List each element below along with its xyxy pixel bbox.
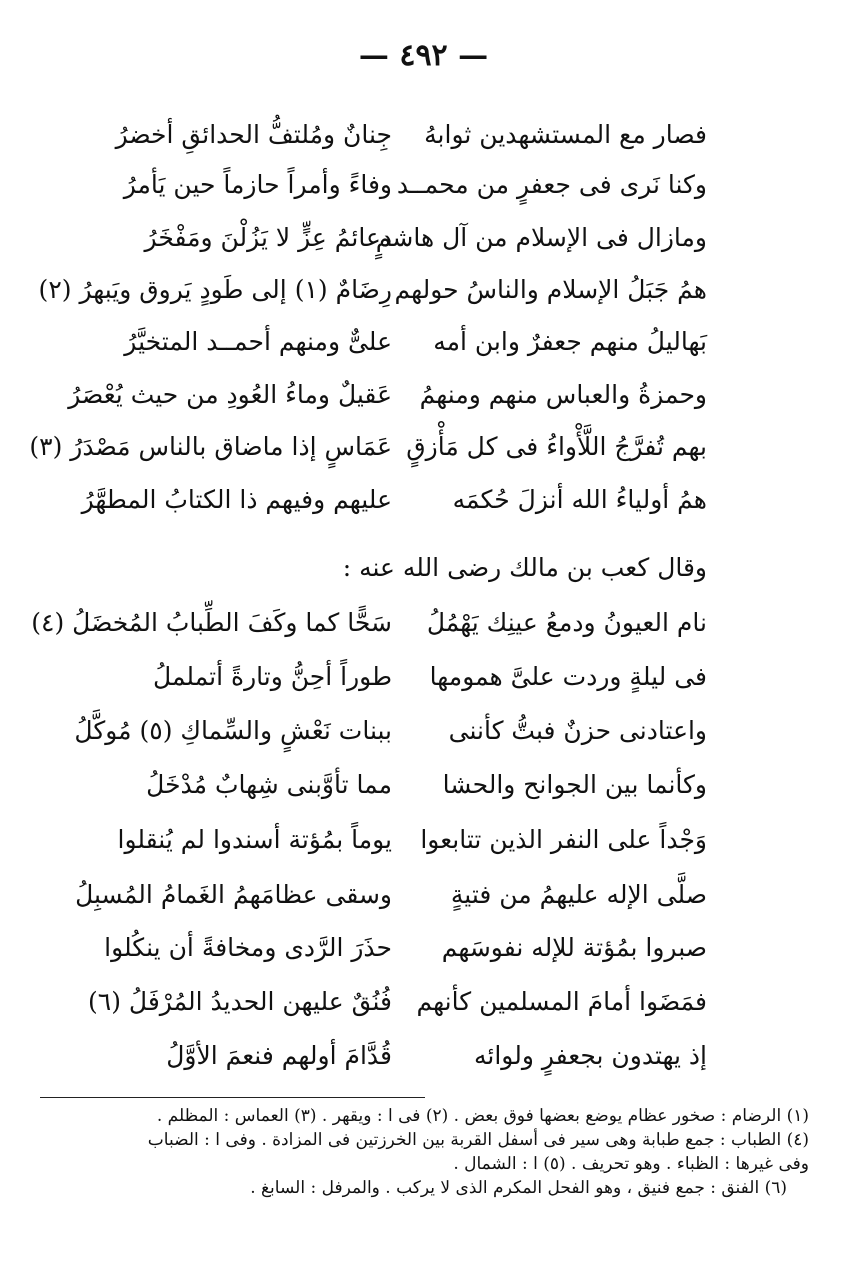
first-hemistich: صلَّى الإله عليهمُ من فتيةٍ bbox=[450, 880, 707, 909]
first-hemistich: بَهاليلُ منهم جعفرٌ وابن أمه bbox=[433, 327, 707, 356]
second-hemistich: عَقيلٌ وماءُ العُودِ من حيث يُعْصَرُ bbox=[68, 380, 392, 409]
second-hemistich: وسقى عظامَهمُ الغَمامُ المُسبِلُ bbox=[75, 880, 392, 909]
verse bbox=[0, 480, 847, 530]
verse bbox=[0, 375, 847, 425]
verse bbox=[0, 427, 847, 477]
verse bbox=[0, 603, 847, 653]
second-hemistich: حذَرَ الرَّدى ومخافةً أن ينكُلوا bbox=[104, 933, 392, 962]
first-hemistich: صبروا بمُؤتة للإله نفوسَهم bbox=[441, 933, 707, 962]
verse bbox=[0, 765, 847, 815]
first-hemistich: وَجْداً على النفر الذين تتابعوا bbox=[420, 825, 707, 854]
verse bbox=[0, 218, 847, 268]
first-hemistich: همُ أولياءُ الله أنزلَ حُكمَه bbox=[452, 485, 707, 514]
first-hemistich: فى ليلةٍ وردت علىَّ همومها bbox=[429, 662, 707, 691]
poem-intro: وقال كعب بن مالك رضى الله عنه : bbox=[342, 553, 707, 582]
second-hemistich: فُنُقٌ عليهن الحديدُ المُرْفَلُ (٦) bbox=[88, 987, 392, 1016]
first-hemistich: ومازال فى الإسلام من آل هاشمٍ bbox=[375, 223, 707, 252]
verse bbox=[0, 270, 847, 320]
second-hemistich: علىٌّ ومنهم أحمــد المتخيَّرُ bbox=[124, 327, 392, 356]
second-hemistich: يوماً بمُؤتة أسندوا لم يُنقلوا bbox=[117, 825, 392, 854]
verse bbox=[0, 1036, 847, 1086]
first-hemistich: واعتادنى حزنٌ فبتُّ كأننى bbox=[448, 716, 707, 745]
second-hemistich: ببنات نَعْشٍ والسِّماكِ (٥) مُوكَّلُ bbox=[74, 716, 392, 745]
first-hemistich: همُ جَبَلُ الإسلام والناسُ حولهم bbox=[394, 275, 707, 304]
footnote-line: (٦) الفنق : جمع فنيق ، وهو الفحل المكرم الذى لا يركب . والمرفل : السابغ . bbox=[250, 1178, 787, 1198]
first-hemistich: إذ يهتدون بجعفرٍ ولوائه bbox=[473, 1041, 707, 1070]
footnote-line: (٤) الطباب : جمع طبابة وهى سير فى أسفل القربة بين الخرزتين فى المزادة . وفى ا : الضباب bbox=[147, 1130, 809, 1150]
second-hemistich: وفاءً وأمراً حازماً حين يَأمرُ bbox=[123, 170, 392, 199]
footnote-line: وفى غيرها : الظباء . وهو تحريف . (٥) ا : الشمال . bbox=[453, 1154, 809, 1174]
verse bbox=[0, 875, 847, 925]
page-number: — ٤٩٢ — bbox=[358, 38, 489, 73]
verse bbox=[0, 115, 847, 165]
first-hemistich: فمَضَوا أمامَ المسلمين كأنهم bbox=[416, 987, 707, 1016]
second-hemistich: رِضَامٌ (١) إلى طَودٍ يَروق ويَبهرُ (٢) bbox=[38, 275, 392, 304]
verse bbox=[0, 657, 847, 707]
verse bbox=[0, 165, 847, 215]
first-hemistich: وكنا نَرى فى جعفرٍ من محمــد bbox=[396, 170, 707, 199]
first-hemistich: وكأنما بين الجوانح والحشا bbox=[442, 770, 707, 799]
verse bbox=[0, 982, 847, 1032]
second-hemistich: سَحًّا كما وكَفَ الطِّبابُ المُخضَلُ (٤) bbox=[31, 608, 392, 637]
verse bbox=[0, 820, 847, 870]
first-hemistich: وحمزةُ والعباس منهم ومنهمُ bbox=[419, 380, 707, 409]
first-hemistich: نام العيونُ ودمعُ عينِك يَهْمُلُ bbox=[426, 608, 707, 637]
second-hemistich: عليهم وفيهم ذا الكتابُ المطهَّرُ bbox=[81, 485, 392, 514]
second-hemistich: جِنانٌ ومُلتفُّ الحدائقِ أخضرُ bbox=[115, 120, 392, 149]
first-hemistich: بهم تُفرَّجُ اللَّأْواءُ فى كل مَأْزقٍ bbox=[406, 432, 707, 461]
second-hemistich: طوراً أحِنُّ وتارةً أتململُ bbox=[153, 662, 392, 691]
second-hemistich: مما تأوَّبنى شِهابٌ مُدْخَلُ bbox=[146, 770, 392, 799]
footnote-line: (١) الرضام : صخور عظام يوضع بعضها فوق بعض . (٢) فى ا : ويقهر . (٣) العماس : المظلم . bbox=[156, 1106, 809, 1126]
verse bbox=[0, 322, 847, 372]
second-hemistich: عَمَاسٍ إذا ماضاق بالناس مَصْدَرُ (٣) bbox=[29, 432, 392, 461]
verse bbox=[0, 711, 847, 761]
first-hemistich: فصار مع المستشهدين ثوابهُ bbox=[424, 120, 707, 149]
footnotes bbox=[9, 1104, 809, 1200]
verse bbox=[0, 928, 847, 978]
second-hemistich: دعائمُ عِزٍّ لا يَزُلْنَ ومَفْخَرُ bbox=[144, 223, 392, 252]
second-hemistich: قُدَّامَ أولهم فنعمَ الأوَّلُ bbox=[166, 1041, 392, 1070]
footnote-divider bbox=[40, 1097, 425, 1098]
